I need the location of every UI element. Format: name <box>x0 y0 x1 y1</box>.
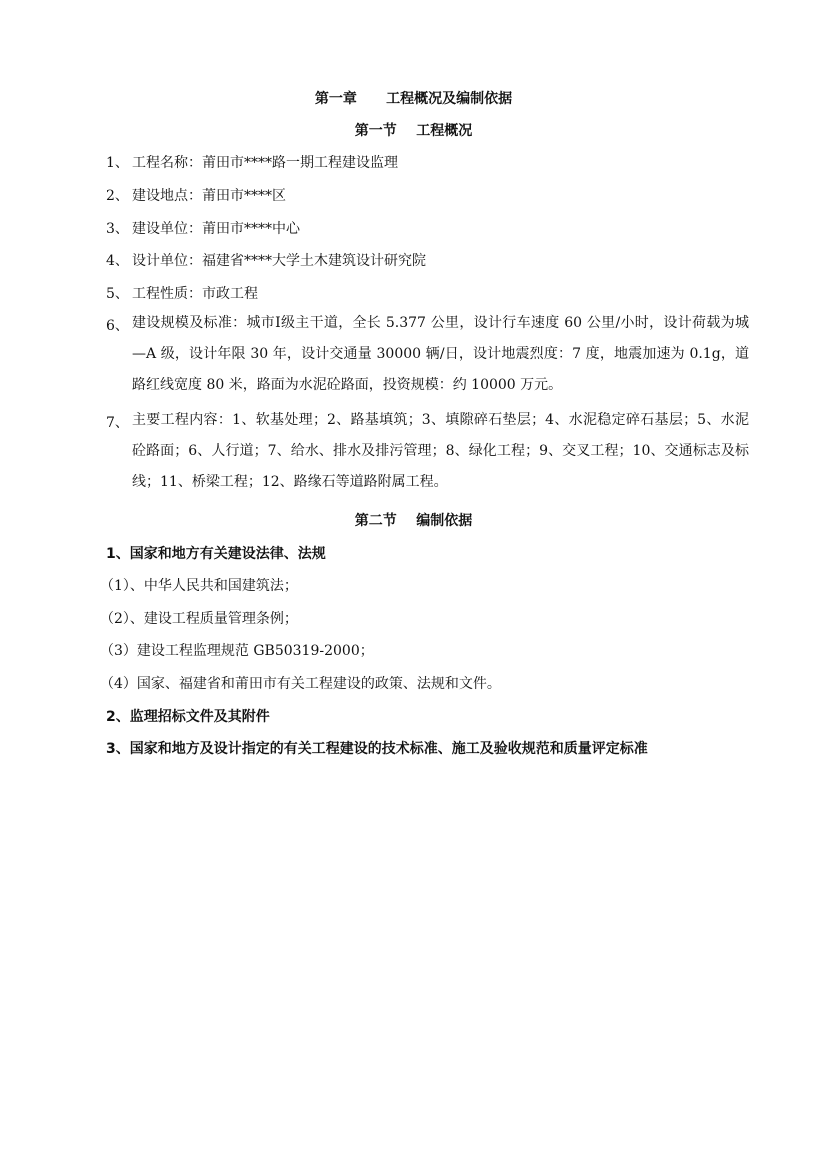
item-text: 建设单位：莆田市****中心 <box>132 221 300 237</box>
basis-heading-laws: 1、国家和地方有关建设法律、法规 <box>106 546 326 562</box>
item-text: 工程性质：市政工程 <box>132 286 258 302</box>
basis-heading-standards: 3、国家和地方及设计指定的有关工程建设的技术标准、施工及验收规范和质量评定标准 <box>106 741 648 757</box>
item-text: 设计单位：福建省****大学土木建筑设计研究院 <box>132 253 426 269</box>
item-text: 主要工程内容：1、软基处理；2、路基填筑；3、填隙碎石垫层；4、水泥稳定碎石基层；5、水泥砼路面；6、人行道；7、给水、排水及排污管理；8、绿化工程；9、交叉工程；10、交通标志及标线；11、桥梁工程；12、路缘石等道路附属工程。 <box>132 412 749 490</box>
item-text: 工程名称：莆田市****路一期工程建设监理 <box>132 155 398 171</box>
item-text: 建设规模及标准：城市Ⅰ级主干道，全长 5.377 公里，设计行车速度 60 公里/小时，设计荷载为城—A 级，设计年限 30 年，设计交通量 30000 辆/日，设计地震烈度：7 度，地震加速为 0.1g，道路红线宽度 80 米，路面为水泥砼路面，投资规模：约 10000 万元。 <box>132 315 749 393</box>
law-item-1: （1）、中华人民共和国建筑法； <box>100 578 298 594</box>
item-number: 7、 <box>106 415 129 431</box>
law-item-2: （2）、建设工程质量管理条例； <box>100 611 298 627</box>
item-number: 3、 <box>106 221 129 237</box>
item-number: 5、 <box>106 286 129 302</box>
law-item-3: （3）建设工程监理规范 GB50319-2000； <box>100 643 374 659</box>
section-title-overview: 第一节 工程概况 <box>354 123 473 139</box>
law-item-4: （4）国家、福建省和莆田市有关工程建设的政策、法规和文件。 <box>100 676 501 692</box>
section-title-basis: 第二节 编制依据 <box>354 513 473 529</box>
item-number: 1、 <box>106 155 129 171</box>
item-number: 2、 <box>106 188 129 204</box>
item-text: 建设地点：莆田市****区 <box>132 188 286 204</box>
chapter-title: 第一章 工程概况及编制依据 <box>314 91 513 107</box>
basis-heading-bidding: 2、监理招标文件及其附件 <box>106 709 270 725</box>
item-number: 4、 <box>106 253 129 269</box>
item-number: 6、 <box>106 318 129 334</box>
